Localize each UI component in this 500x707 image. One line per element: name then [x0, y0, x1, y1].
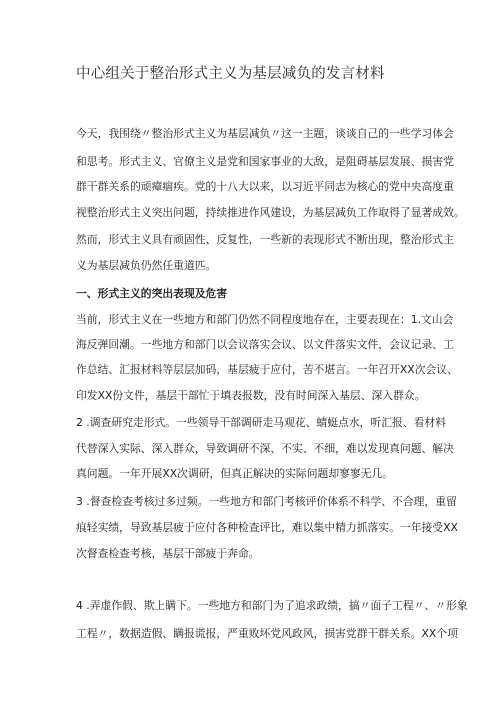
paragraph-line: 2 .调查研究走形式。一些领导干部调研走马观花、蜻蜓点水，听汇报、看材料 [76, 416, 447, 429]
paragraph-line: 印发XX份文件，基层干部忙于填表报数，没有时间深入基层、深入群众。 [76, 389, 426, 402]
paragraph-line: 工程〃，数据造假、瞒报谎报，严重败坏党风政风，损害党群干群关系。XX个项 [76, 627, 458, 640]
paragraph-line: 次督查检查考核，基层干部疲于奔命。 [76, 547, 260, 560]
paragraph-line: 今天，我围绕〃整治形式主义为基层减负〃这一主题，谈谈自己的一些学习体会 [76, 127, 454, 140]
paragraph-line: 视整治形式主义突出问题，持续推进作风建设，为基层减负工作取得了显著成效。 [76, 206, 465, 219]
paragraph-line: 海反弹回潮。一些地方和部门以会议落实会议、以文件落实文件，会议记录、工 [76, 338, 454, 351]
paragraph-line: 然而，形式主义具有顽固性、反复性，一些新的表现形式不断出现，整治形式主 [76, 233, 454, 246]
paragraph-line: 4 .弄虚作假、欺上瞒下。一些地方和部门为了追求政绩，搞〃面子工程〃、〃形象 [76, 599, 468, 612]
paragraph-line: 代替深入实际、深入群众，导致调研不深、不实、不细，难以发现真问题、解决 [76, 442, 454, 455]
paragraph-line: 和思考。形式主义、官僚主义是党和国家事业的大敌，是阻碍基层发展、损害党 [76, 155, 454, 168]
paragraph-line: 3 .督查检查考核过多过频。一些地方和部门考核评价体系不科学、不合理，重留 [76, 495, 457, 508]
paragraph-line: 义为基层减负仍然任重道匹。 [76, 259, 217, 272]
paragraph-line: 群干群关系的顽瘴痼疾。党的十八大以来，以习近平同志为核心的党中央高度重 [76, 180, 454, 193]
section-heading: 一、形式主义的突出表现及危害 [76, 287, 228, 300]
paragraph-line: 真问题。一年开展XX次调研，但真正解决的实际问题却寥寥无几。 [76, 467, 394, 480]
paragraph-line: 作总结、汇报材料等层层加码，基层疲于应付，苦不堪言。一年召开XX次会议、 [76, 363, 458, 376]
paragraph-line: 当前，形式主义在一些地方和部门仍然不同程度地存在，主要表现在：1.文山会 [76, 313, 454, 326]
document-title: 中心组关于整治形式主义为基层减负的发言材料 [76, 66, 385, 82]
paragraph-line: 痕轻实绩，导致基层疲于应付各种检查评比，难以集中精力抓落实。一年接受XX [76, 521, 458, 534]
